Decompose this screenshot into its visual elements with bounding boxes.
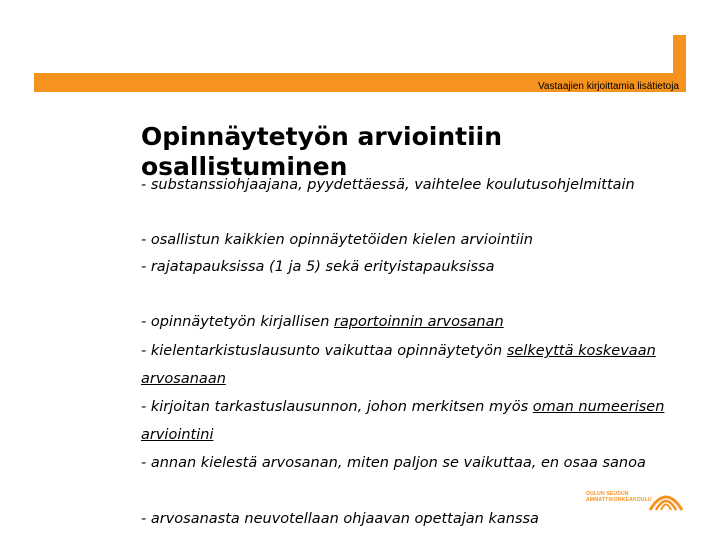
underlined-text: raportoinnin arvosanan [334,314,504,330]
bullet-text: - kielentarkistuslausunto vaikuttaa opinnäytetyön [141,343,507,359]
oamk-logo[interactable]: oamk.fi [570,36,672,69]
bullet-line: - arvosanasta neuvotellaan ohjaavan opettajan kanssa [141,511,539,527]
bullet-line: - osallistun kaikkien opinnäytetöiden kielen arviointiin [141,232,533,248]
bullet-line [141,398,664,416]
bullet-text: - kirjoitan tarkastuslausunnon, johon merkitsen myös [141,399,533,415]
bullet-line [141,342,656,360]
logo-caption-line: OULUN SEUDUN [586,491,629,497]
logo-caption [586,491,652,503]
bullet-text: - opinnäytetyön kirjallisen [141,314,334,330]
underlined-text: oman numeerisen [532,399,665,415]
bullet-line: - substanssiohjaajana, pyydettäessä, vaihtelee koulutusohjelmittain [141,177,635,193]
sunrise-icon [646,484,686,514]
logo-caption-line: AMMATTIKORKEAKOULU [586,497,652,503]
underlined-text: selkeyttä koskevaan [506,343,656,359]
bullet-line: - rajatapauksissa (1 ja 5) sekä erityistapauksissa [141,259,495,275]
header-subtitle: Vastaajien kirjoittamia lisätietoja [538,81,679,92]
bullet-line [141,313,504,331]
underlined-continuation: arvosanaan [141,371,226,387]
oulu-uas-logo [584,484,684,514]
slide-title [141,122,701,182]
bullet-line: - annan kielestä arvosanan, miten paljon se vaikuttaa, en osaa sanoa [141,455,646,471]
underlined-continuation: arviointini [141,427,214,443]
title-line-2: osallistuminen [141,152,348,181]
title-line-1: Opinnäytetyön arviointiin [141,122,503,151]
